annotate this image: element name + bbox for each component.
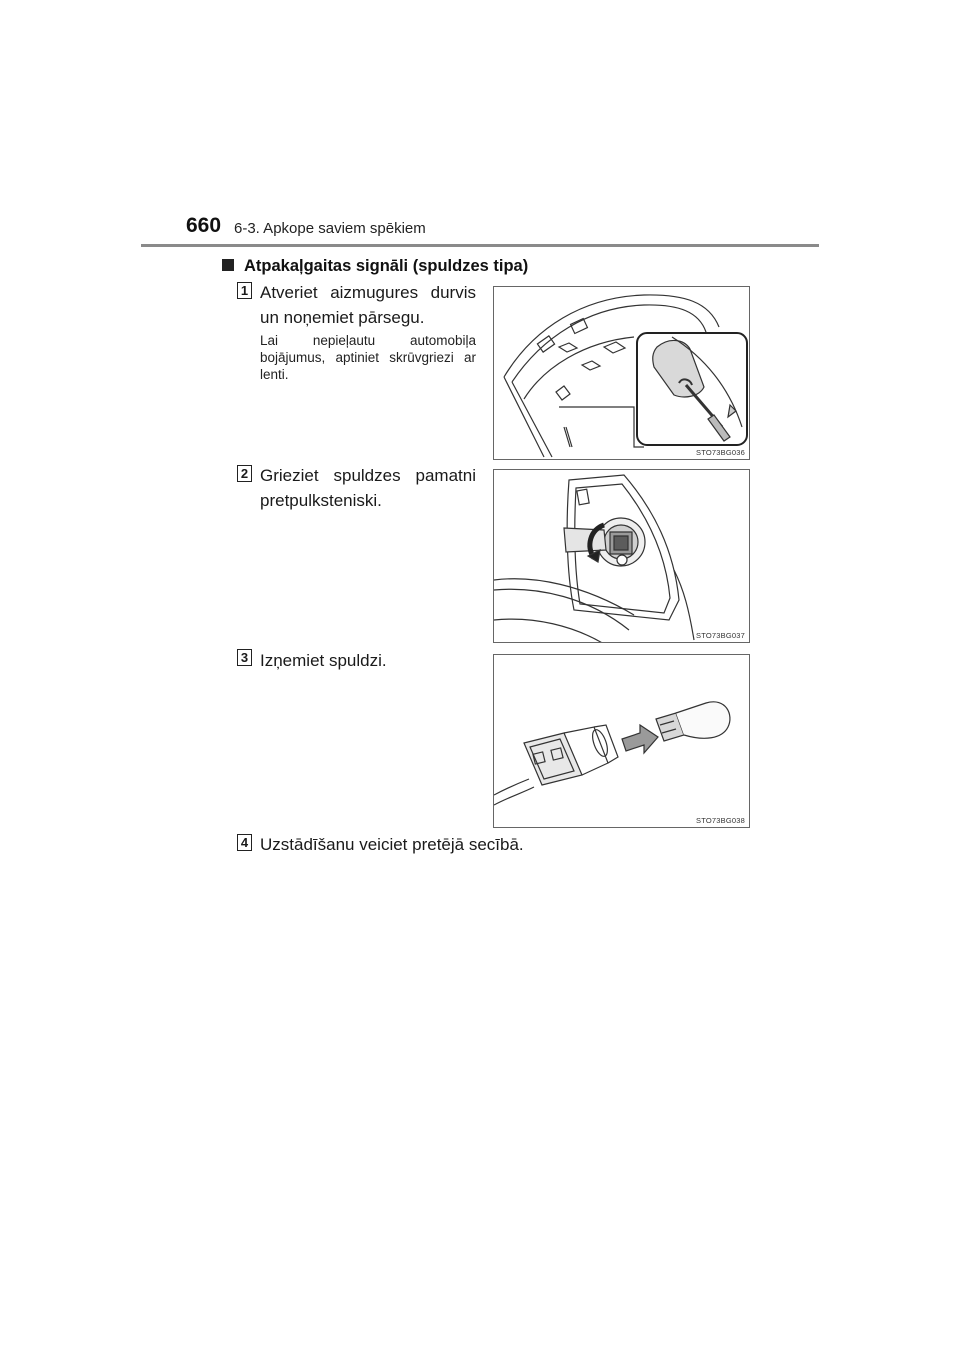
step-text-4: Uzstādīšanu veiciet pretējā secībā. — [260, 835, 524, 854]
figure-code-3: STO73BG038 — [696, 816, 745, 825]
section-title: 6-3. Apkope saviem spēkiem — [234, 220, 426, 237]
figure-step-2 — [493, 469, 750, 643]
step-number-3: 3 — [237, 649, 252, 666]
step-number-2: 2 — [237, 465, 252, 482]
figure-step-3 — [493, 654, 750, 828]
figure-code-1: STO73BG036 — [696, 448, 745, 457]
bulb-removal-illustration — [494, 655, 750, 828]
square-bullet-icon — [222, 259, 234, 271]
tailgate-cover-illustration — [494, 287, 750, 460]
step-text-3: Izņemiet spuldzi. — [260, 651, 387, 670]
step-note-1: Lai nepieļautu automobiļa bojājumus, aptiniet skrūvgriezi ar lenti. — [260, 333, 476, 382]
step-number-1: 1 — [237, 282, 252, 299]
header-rule — [141, 244, 819, 247]
page-number: 660 — [186, 214, 222, 237]
step-number-4: 4 — [237, 834, 252, 851]
step-text-2: Grieziet spuldzes pamatni pretpulksteniski. — [260, 466, 476, 510]
procedure-heading-text: Atpakaļgaitas signāli (spuldzes tipa) — [244, 257, 529, 275]
bulb-socket-illustration — [494, 470, 750, 643]
figure-code-2: STO73BG037 — [696, 631, 745, 640]
procedure-heading — [222, 257, 528, 276]
figure-step-1 — [493, 286, 750, 460]
step-text-1: Atveriet aizmugures durvis un noņemiet pārsegu. — [260, 283, 476, 327]
